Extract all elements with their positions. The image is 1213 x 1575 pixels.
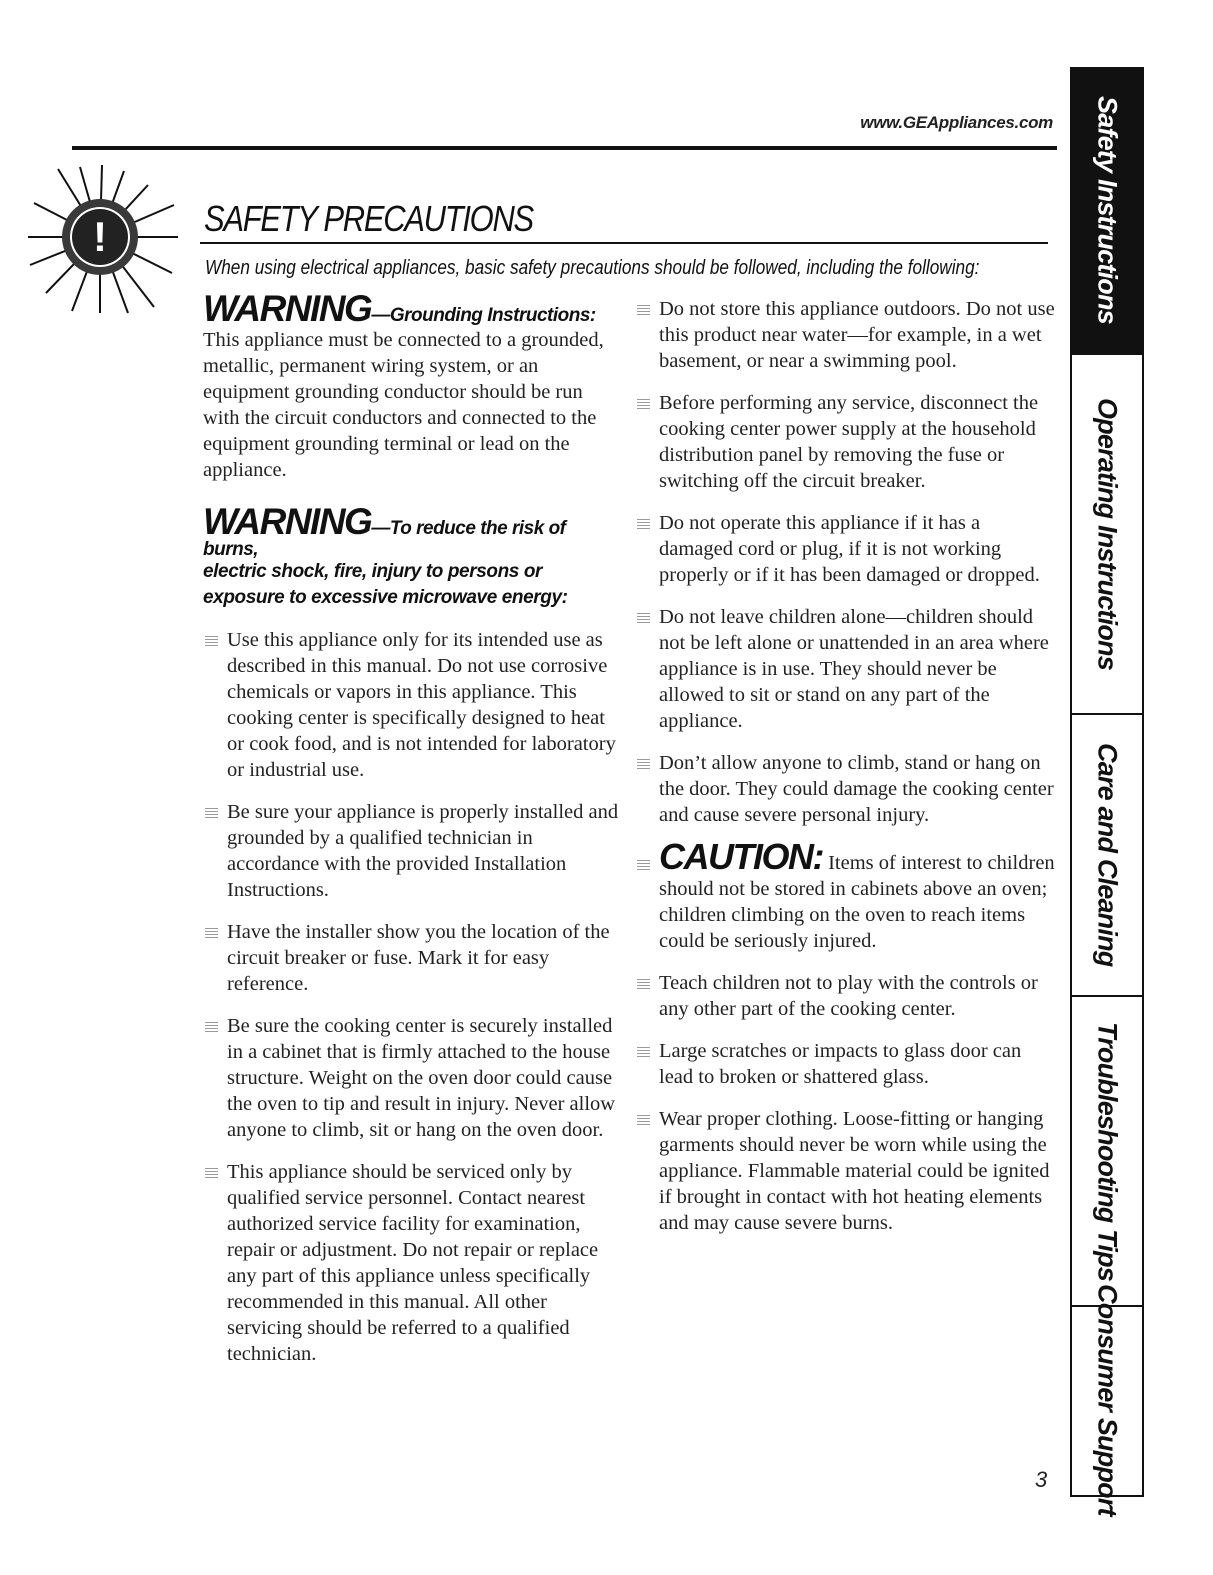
list-item: Do not store this appliance outdoors. Do not use this product near water—for example, in a wet basement, or near a swimming pool. bbox=[635, 296, 1055, 374]
bullet-icon bbox=[637, 397, 650, 409]
bullet-icon bbox=[205, 1020, 218, 1032]
list-item: Have the installer show you the location of the circuit breaker or fuse. Mark it for easy reference. bbox=[203, 919, 623, 997]
tab-consumer-support[interactable] bbox=[1072, 1284, 1142, 1516]
title-rule bbox=[200, 242, 1048, 244]
list-item: Be sure the cooking center is securely installed in a cabinet that is firmly attached to the house structure. Weight on the oven door could cause the oven to tip and result in injury. Never allow anyone to climb, sit or hang on the oven door. bbox=[203, 1013, 623, 1143]
list-item: Be sure your appliance is properly installed and grounded by a qualified technician in accordance with the provided Installation Instructions. bbox=[203, 799, 623, 903]
site-url: www.GEAppliances.com bbox=[860, 113, 1053, 132]
caution-item bbox=[635, 836, 1055, 954]
warning-burns-continuation: electric shock, fire, injury to persons or exposure to excessive microwave energy: bbox=[203, 561, 568, 608]
header-rule bbox=[72, 146, 1057, 150]
tab-troubleshooting-tips[interactable] bbox=[1072, 997, 1142, 1307]
warning-grounding-heading bbox=[203, 290, 623, 327]
list-item: Before performing any service, disconnect the cooking center power supply at the household distribution panel by removing the fuse or switching off the circuit breaker. bbox=[635, 390, 1055, 494]
tab-label: Operating Instructions bbox=[1092, 398, 1123, 670]
list-item: Don’t allow anyone to climb, stand or hang on the door. They could damage the cooking center and cause severe personal injury. bbox=[635, 750, 1055, 828]
tab-label: Safety Instructions bbox=[1092, 96, 1123, 324]
bullet-icon bbox=[637, 611, 650, 623]
caution-word: CAUTION: bbox=[659, 836, 823, 877]
bullet-icon bbox=[637, 757, 650, 769]
warning-subhead: —To reduce the risk of burns, bbox=[203, 518, 566, 560]
left-column bbox=[203, 290, 623, 1383]
list-item: Do not leave children alone—children should not be left alone or unattended in an area where appliance is in use. They should never be allowed to sit or stand on any part of the appliance. bbox=[635, 604, 1055, 734]
bullet-icon bbox=[205, 634, 218, 646]
list-item: Large scratches or impacts to glass door can lead to broken or shattered glass. bbox=[635, 1038, 1055, 1090]
warning-word: WARNING bbox=[203, 288, 372, 329]
list-item: This appliance should be serviced only by qualified service personnel. Contact nearest authorized service facility for examination, repair or adjustment. Do not repair or replace any part of this appliance unless specifically recommended in this manual. All other servicing should be referred to a qualified technician. bbox=[203, 1159, 623, 1367]
bullet-icon bbox=[637, 517, 650, 529]
caution-text: Items of interest to children should not be stored in cabinets above an oven; children climbing on the oven to reach items could be seriously injured. bbox=[659, 852, 1055, 952]
tab-safety-instructions[interactable] bbox=[1072, 67, 1142, 355]
list-item: Teach children not to play with the controls or any other part of the cooking center. bbox=[635, 970, 1055, 1022]
page-subtitle: When using electrical appliances, basic safety precautions should be followed, including the following: bbox=[205, 257, 980, 279]
bullet-icon bbox=[637, 303, 650, 315]
bullet-icon bbox=[205, 1166, 218, 1178]
bullet-icon bbox=[205, 806, 218, 818]
grounding-text: This appliance must be connected to a grounded, metallic, permanent wiring system, or an equipment grounding conductor should be run with the circuit conductors and connected to the equipment grounding terminal or lead on the appliance. bbox=[203, 329, 604, 481]
right-column bbox=[635, 296, 1055, 1252]
tab-care-and-cleaning[interactable] bbox=[1072, 715, 1142, 997]
tab-label: Troubleshooting Tips bbox=[1092, 1021, 1123, 1281]
svg-text:!: ! bbox=[93, 213, 107, 260]
warning-burns-heading bbox=[203, 503, 623, 559]
tab-operating-instructions[interactable] bbox=[1072, 355, 1142, 715]
list-item: Wear proper clothing. Loose-fitting or hanging garments should never be worn while using the appliance. Flammable material could be ignited if brought in contact with hot heating elements and may cause severe burns. bbox=[635, 1106, 1055, 1236]
bullet-icon bbox=[637, 1045, 650, 1057]
tab-label: Consumer Support bbox=[1092, 1284, 1123, 1516]
page-number: 3 bbox=[1035, 1467, 1048, 1492]
list-item: Use this appliance only for its intended use as described in this manual. Do not use corrosive chemicals or vapors in this appliance. This cooking center is specifically designed to heat or cook food, and is not intended for laboratory or industrial use. bbox=[203, 627, 623, 783]
bullet-icon bbox=[637, 858, 650, 870]
bullet-icon bbox=[205, 926, 218, 938]
bullet-icon bbox=[637, 977, 650, 989]
warning-burst-icon bbox=[28, 165, 203, 315]
tab-label: Care and Cleaning bbox=[1092, 743, 1123, 967]
warning-word: WARNING bbox=[203, 501, 372, 542]
warning-subhead: —Grounding Instructions: bbox=[371, 305, 596, 326]
bullet-icon bbox=[637, 1113, 650, 1125]
page-title: SAFETY PRECAUTIONS bbox=[204, 198, 533, 239]
section-tabs bbox=[1070, 67, 1144, 1516]
list-item: Do not operate this appliance if it has a damaged cord or plug, if it is not working properly or if it has been damaged or dropped. bbox=[635, 510, 1055, 588]
